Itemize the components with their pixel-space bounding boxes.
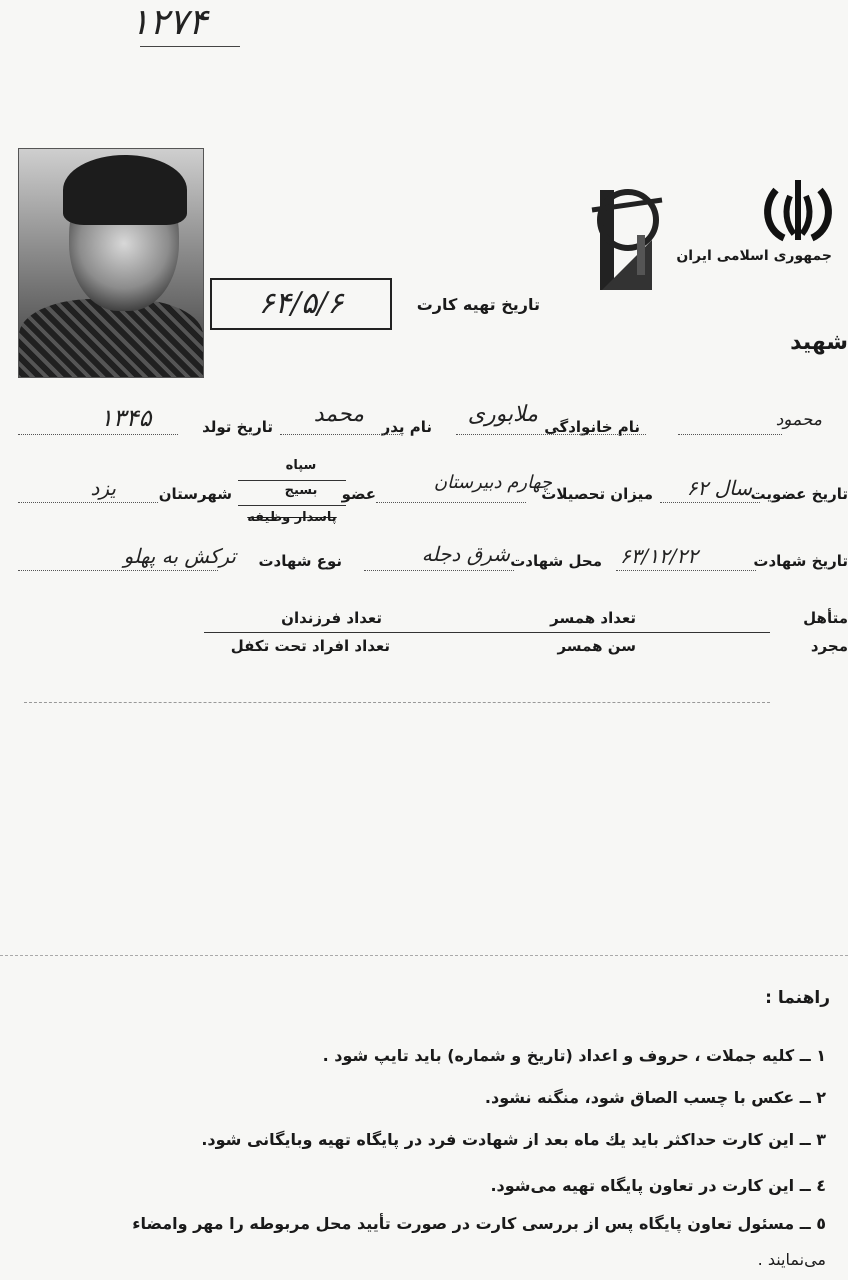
option-conscript: پاسدار وظیفه bbox=[247, 510, 337, 525]
irgc-emblem-icon bbox=[582, 180, 672, 300]
city-label: شهرستان bbox=[158, 485, 232, 503]
father-name-label: نام پدر bbox=[381, 418, 432, 436]
emblem-caption: جمهوری اسلامی ایران bbox=[676, 248, 832, 264]
spouse-age-label: سن همسر bbox=[557, 637, 636, 655]
martyrdom-place-label: محل شهادت bbox=[510, 552, 602, 570]
martyr-photo bbox=[18, 148, 204, 378]
card-date-value: ۶۴/۵/۶ bbox=[258, 286, 344, 321]
birth-date-label: تاریخ تولد bbox=[202, 418, 273, 436]
guide-item-3: ۳ ــ این کارت حداکثر باید یك ماه بعد از شهادت فرد در پایگاه تهیه وبایگانی شود. bbox=[201, 1130, 826, 1149]
card-date-box bbox=[210, 278, 392, 330]
guide-item-1: ۱ ــ کلیه جملات ، حروف و اعداد (تاریخ و شماره) باید تایپ شود . bbox=[322, 1046, 826, 1065]
iran-emblem-icon bbox=[762, 178, 834, 244]
guide-item-4: ٤ ــ این کارت در تعاون پایگاه تهیه می‌شود. bbox=[490, 1176, 826, 1195]
archive-number: ۱۲۷۴ bbox=[130, 2, 208, 43]
dependents-label: تعداد افراد تحت تکفل bbox=[230, 637, 390, 655]
guide-item-5-cont: می‌نمایند . bbox=[757, 1250, 826, 1269]
martyrdom-type-value: ترکش به پهلو bbox=[123, 544, 236, 568]
single-label: مجرد bbox=[810, 637, 848, 655]
city-value: یزد bbox=[90, 476, 116, 500]
card-date-label: تاریخ تهیه کارت bbox=[416, 295, 540, 314]
member-label: عضو bbox=[341, 485, 376, 503]
spouse-count-label: تعداد همسر bbox=[550, 609, 636, 627]
family-name-value: ملابوری bbox=[467, 402, 538, 427]
martyrdom-place-value: شرق دجله bbox=[421, 542, 510, 566]
martyrdom-type-label: نوع شهادت bbox=[258, 552, 342, 570]
martyrdom-date-label: تاریخ شهادت bbox=[753, 552, 848, 570]
page-title: شهید bbox=[790, 330, 848, 355]
father-name-value: محمد bbox=[313, 402, 364, 427]
guide-title: راهنما : bbox=[765, 988, 830, 1008]
education-label: میزان تحصیلات bbox=[541, 485, 653, 503]
option-sepah: سپاه bbox=[285, 458, 317, 473]
martyrdom-date-value: ۶۳/۱۲/۲۲ bbox=[620, 544, 698, 568]
option-basij: بسیج bbox=[284, 483, 318, 498]
education-value: چهارم دبیرستان bbox=[433, 472, 552, 493]
membership-date-label: تاریخ عضویت bbox=[750, 485, 848, 503]
membership-date-value: سال ۶۲ bbox=[686, 476, 752, 500]
guide-item-5: ٥ ــ مسئول تعاون پایگاه پس از بررسی کارت در صورت تأیید محل مربوطه را مهر وامضاء bbox=[132, 1214, 826, 1233]
birth-date-value: ۱۳۴۵ bbox=[100, 404, 152, 432]
archive-number-underline bbox=[140, 46, 240, 47]
first-name-value: محمود bbox=[775, 410, 822, 430]
married-label: متأهل bbox=[803, 609, 848, 627]
guide-item-2: ۲ ــ عکس با چسب الصاق شود، منگنه نشود. bbox=[484, 1088, 826, 1107]
family-name-label: نام خانوادگی bbox=[544, 418, 640, 436]
children-count-label: تعداد فرزندان bbox=[281, 609, 382, 627]
